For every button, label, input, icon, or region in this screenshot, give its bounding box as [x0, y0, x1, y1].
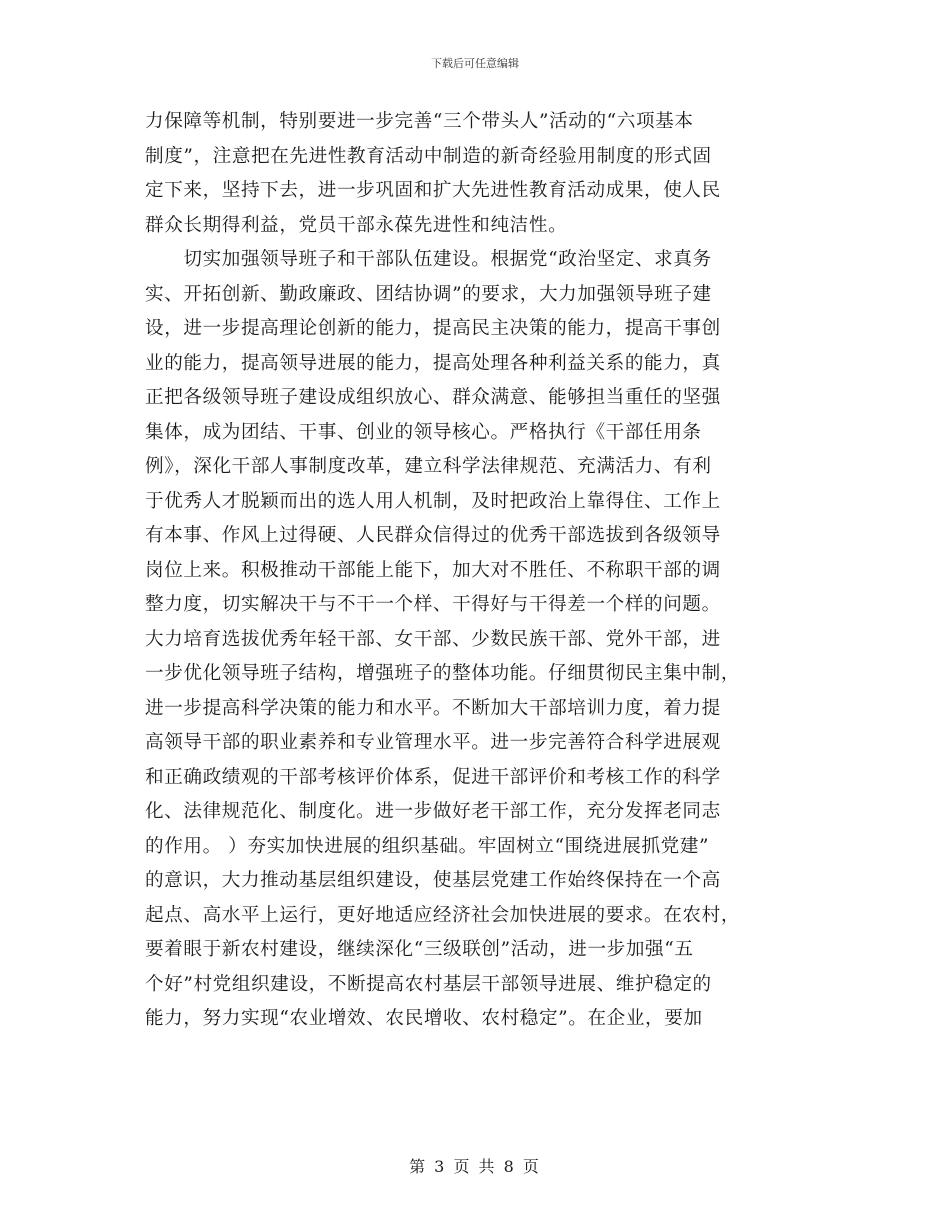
- text-line: 能力，努力实现“农业增效、农民增收、农村稳定”。在企业，要加: [145, 1008, 703, 1029]
- text-line: 正把各级领导班子建设成组织放心、群众满意、能够担当重任的坚强: [145, 387, 721, 408]
- text-line: 化、法律规范化、制度化。进一步做好老干部工作，充分发挥老同志: [145, 801, 721, 822]
- text-line: 和正确政绩观的干部考核评价体系，促进干部评价和考核工作的科学: [145, 766, 721, 788]
- body-text: [145, 105, 810, 1037]
- text-line: 有本事、作风上过得硬、人民群众信得过的优秀干部选拔到各级领导: [145, 525, 721, 546]
- text-line: 制度”，注意把在先进性教育活动中制造的新奇经验用制度的形式固: [145, 145, 712, 167]
- text-line: 进一步提高科学决策的能力和水平。不断加大干部培训力度，着力提: [145, 697, 721, 719]
- text-line: 起点、高水平上运行，更好地适应经济社会加快进展的要求。在农村，: [145, 904, 741, 926]
- text-line: 业的能力，提高领导进展的能力，提高处理各种利益关系的能力，真: [145, 352, 721, 374]
- text-line: 设，进一步提高理论创新的能力，提高民主决策的能力，提高干事创: [145, 318, 721, 339]
- text-line: 例》，深化干部人事制度改革，建立科学法律规范、充满活力、有利: [145, 456, 712, 477]
- text-line: 力保障等机制，特别要进一步完善“三个带头人”活动的“六项基本: [145, 111, 694, 132]
- text-line: 切实加强领导班子和干部队伍建设。根据党“政治坚定、求真务: [145, 249, 712, 270]
- text-line: 的意识，大力推动基层组织建设，使基层党建工作始终保持在一个高: [145, 870, 721, 891]
- text-line: 一步优化领导班子结构，增强班子的整体功能。仔细贯彻民主集中制，: [145, 663, 741, 684]
- page-number: 第 3 页 共 8 页: [409, 1157, 541, 1176]
- text-line: 于优秀人才脱颖而出的选人用人机制，及时把政治上靠得住、工作上: [145, 490, 721, 512]
- text-line: 岗位上来。积极推动干部能上能下，加大对不胜任、不称职干部的调: [145, 559, 721, 581]
- text-line: 的作用。 ）夯实加快进展的组织基础。牢固树立“围绕进展抓党建”: [145, 835, 710, 857]
- header-note: 下载后可任意编辑: [431, 57, 519, 70]
- text-line: 群众长期得利益，党员干部永葆先进性和纯洁性。: [145, 214, 568, 236]
- text-line: 要着眼于新农村建设，继续深化“三级联创”活动，进一步加强“五: [145, 939, 694, 960]
- text-line: 大力培育选拔优秀年轻干部、女干部、少数民族干部、党外干部，进: [145, 628, 721, 650]
- text-line: 个好”村党组织建设，不断提高农村基层干部领导进展、维护稳定的: [145, 973, 712, 995]
- text-line: 集体，成为团结、干事、创业的领导核心。严格执行《干部任用条: [145, 421, 702, 443]
- text-line: 整力度，切实解决干与不干一个样、干得好与干得差一个样的问题。: [145, 594, 721, 615]
- text-line: 高领导干部的职业素养和专业管理水平。进一步完善符合科学进展观: [145, 732, 721, 753]
- text-line: 实、开拓创新、勤政廉政、团结协调”的要求，大力加强领导班子建: [145, 283, 712, 305]
- text-line: 定下来，坚持下去，进一步巩固和扩大先进性教育活动成果，使人民: [145, 180, 721, 201]
